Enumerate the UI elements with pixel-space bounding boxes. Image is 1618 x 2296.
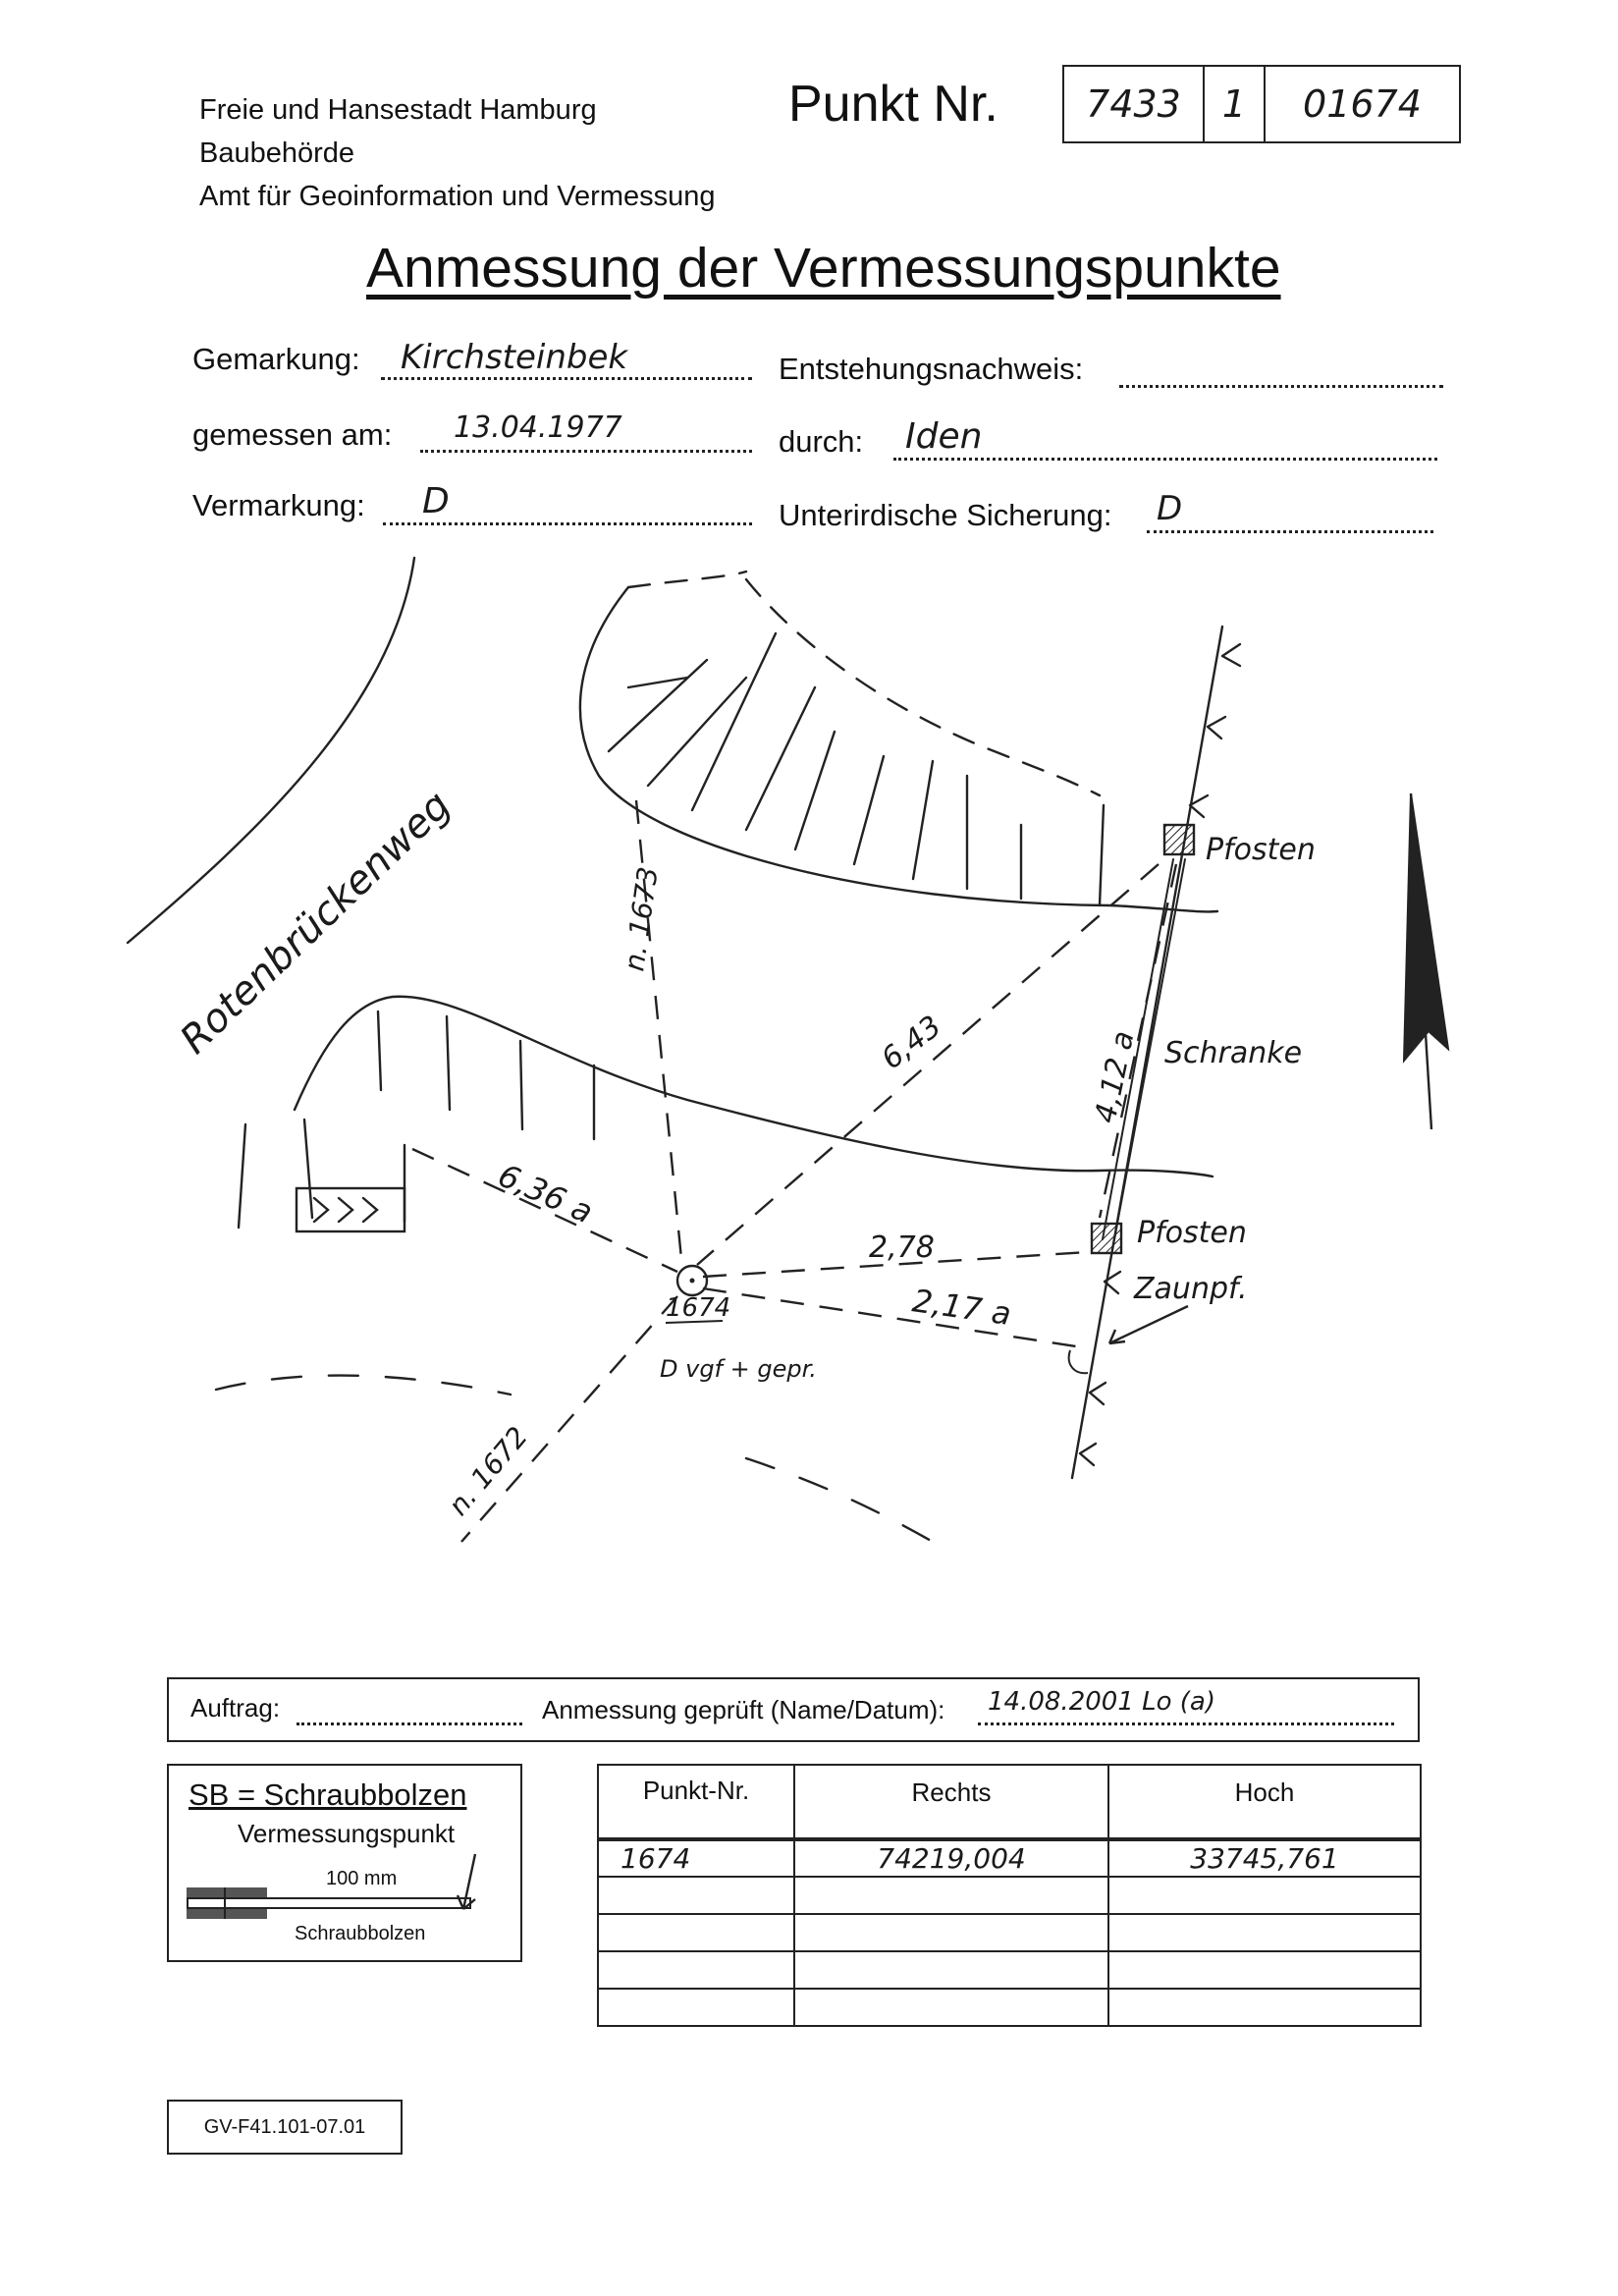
vermarkung-value: D bbox=[422, 481, 450, 521]
label-point-desc: D vgf + gepr. bbox=[660, 1355, 817, 1383]
line-217 bbox=[703, 1288, 1082, 1347]
form-code: GV-F41.101-07.01 bbox=[167, 2100, 403, 2155]
durch-value: Iden bbox=[905, 416, 983, 457]
gepr-field bbox=[978, 1687, 1394, 1725]
legend-length: 100 mm bbox=[326, 1868, 398, 1889]
label-dist-412: 4,12 a bbox=[1088, 1027, 1142, 1126]
embankment-upper bbox=[580, 587, 1217, 911]
label-n1672: n. 1672 bbox=[442, 1420, 535, 1522]
org-line-1: Freie und Hansestadt Hamburg bbox=[199, 94, 597, 126]
embankment-lower bbox=[295, 997, 1213, 1176]
cell-punkt: 1674 bbox=[598, 1839, 794, 1877]
auftrag-box bbox=[167, 1677, 1420, 1742]
legend-subtitle: Vermessungspunkt bbox=[238, 1819, 456, 1848]
durch-label: durch: bbox=[779, 424, 864, 459]
embankment-hatches bbox=[609, 633, 1104, 905]
label-schranke: Schranke bbox=[1164, 1036, 1303, 1070]
page-title: Anmessung der Vermessungspunkte bbox=[366, 237, 1281, 300]
label-n1673: n. 1673 bbox=[618, 864, 665, 973]
embankment-upper-top bbox=[628, 572, 1100, 795]
table-row bbox=[598, 1914, 1421, 1951]
header-hoch: Hoch bbox=[1108, 1765, 1421, 1839]
post-top bbox=[1164, 825, 1194, 854]
table-row bbox=[598, 1877, 1421, 1914]
vermarkung-label: Vermarkung: bbox=[192, 488, 365, 522]
table-row bbox=[598, 1839, 1421, 1877]
punkt-part-3: 01674 bbox=[1303, 82, 1422, 126]
legend-box bbox=[167, 1764, 522, 1962]
entstehung-label: Entstehungsnachweis: bbox=[779, 352, 1084, 386]
gemarkung-label: Gemarkung: bbox=[192, 342, 360, 376]
table-header-row bbox=[598, 1765, 1421, 1839]
table-row bbox=[598, 1951, 1421, 1989]
auftrag-field bbox=[297, 1693, 522, 1725]
north-arrow-icon bbox=[1404, 793, 1448, 1129]
label-pfosten-bottom: Pfosten bbox=[1137, 1216, 1247, 1250]
header-rechts: Rechts bbox=[794, 1765, 1108, 1839]
label-dist-278: 2,78 bbox=[869, 1230, 935, 1265]
header-punkt: Punkt-Nr. bbox=[598, 1765, 794, 1839]
gemessen-value: 13.04.1977 bbox=[454, 410, 622, 445]
punkt-part-2: 1 bbox=[1205, 67, 1266, 141]
gepr-value: 14.08.2001 Lo (a) bbox=[988, 1687, 1216, 1717]
coordinate-table bbox=[597, 1764, 1422, 2027]
legend-arrow-icon bbox=[452, 1850, 491, 1919]
lower-dashed-curve bbox=[216, 1376, 933, 1542]
post-bottom bbox=[1092, 1224, 1121, 1253]
cell-rechts: 74219,004 bbox=[794, 1839, 1108, 1877]
label-pfosten-top: Pfosten bbox=[1206, 833, 1316, 867]
label-dist-643: 6,43 bbox=[875, 1009, 948, 1077]
label-zaunpf: Zaunpf. bbox=[1134, 1272, 1248, 1306]
legend-bolt-label: Schraubbolzen bbox=[295, 1923, 426, 1944]
punkt-part-1: 7433 bbox=[1064, 67, 1205, 141]
sicherung-value: D bbox=[1157, 489, 1183, 528]
gemessen-label: gemessen am: bbox=[192, 417, 393, 452]
org-line-3: Amt für Geoinformation und Vermessung bbox=[199, 181, 716, 212]
label-point-number: 1674 bbox=[666, 1293, 731, 1323]
label-dist-217: 2,17 a bbox=[909, 1282, 1014, 1333]
street-name: Rotenbrückenweg bbox=[171, 782, 460, 1064]
org-line-2: Baubehörde bbox=[199, 137, 355, 169]
line-643 bbox=[697, 864, 1159, 1265]
legend-bolt-drawing bbox=[187, 1887, 471, 1919]
gepr-label: Anmessung geprüft (Name/Datum): bbox=[542, 1695, 945, 1724]
punkt-label: Punkt Nr. bbox=[788, 76, 998, 133]
auftrag-label: Auftrag: bbox=[190, 1693, 281, 1722]
legend-title: SB = Schraubbolzen bbox=[189, 1777, 467, 1812]
cell-hoch: 33745,761 bbox=[1108, 1839, 1421, 1877]
label-dist-636: 6,36 a bbox=[492, 1156, 599, 1231]
gemarkung-value: Kirchsteinbek bbox=[401, 338, 628, 377]
sicherung-label: Unterirdische Sicherung: bbox=[779, 498, 1112, 532]
line-to-1672 bbox=[461, 1296, 677, 1542]
table-row bbox=[598, 1989, 1421, 2026]
